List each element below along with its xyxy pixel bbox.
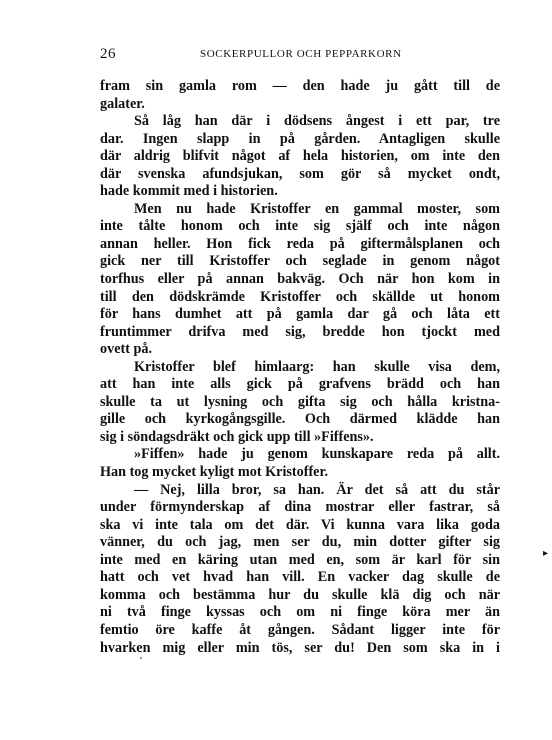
text-line: till den dödskrämde Kristoffer och skällde ut honom <box>100 288 500 305</box>
text-line: ska vi inte tala om det där. Vi kunna vara lika goda <box>100 516 500 533</box>
text-line: gick ner till Kristoffer och seglade in genom något <box>100 253 500 270</box>
text-line: inte tålte honom och inte sig själf och inte någon <box>100 218 500 235</box>
body-text <box>100 78 500 657</box>
text-line: ovett på. <box>100 341 153 358</box>
text-line: hvarken mig eller min tös, ser du! Den som ska in i <box>100 639 500 656</box>
text-line: hatt och vet hvad han vill. En vacker dag skulle de <box>100 569 500 586</box>
margin-mark-icon: ▸ <box>542 548 548 559</box>
text-line: fruntimmer drifva med sig, bredde hon tjockt med <box>100 323 500 340</box>
text-line: Kristoffer blef himlaarg: han skulle visa dem, <box>134 358 500 375</box>
page-number: 26 <box>100 46 116 62</box>
text-line: fram sin gamla rom — den hade ju gått till de <box>100 78 500 94</box>
text-line: Han tog mycket kyligt mot Kristoffer. <box>100 464 329 481</box>
text-line: under förmynderskap af dina mostrar eller fastrar, så <box>100 499 500 516</box>
paper-speck <box>140 657 142 659</box>
text-line: annan heller. Hon fick reda på giftermålsplanen och <box>100 235 500 252</box>
text-line: där svenska afundsjukan, som gör så mycket ondt, <box>100 165 500 182</box>
text-line: vänner, du och jag, men ser du, min dotter gifter sig <box>100 534 500 551</box>
text-line: skulle ta ut lysning och gifta sig och hålla kristna- <box>100 393 500 410</box>
text-line: sig i söndagsdräkt och gick upp till »Fiffens». <box>100 428 374 445</box>
text-line: gille och kyrkogångsgille. Och därmed klädde han <box>100 411 500 428</box>
text-line: — Nej, lilla bror, sa han. Är det så att du står <box>134 481 500 498</box>
text-line: inte med en käring utan med en, som är karl för sin <box>100 551 500 568</box>
text-line: galater. <box>100 95 145 112</box>
text-line: där aldrig blifvit något af hela historien, om inte den <box>100 148 500 165</box>
text-line: femtio öre kaffe åt gången. Sådant ligger inte för <box>100 621 500 638</box>
page-header <box>100 46 500 66</box>
text-line: Men nu hade Kristoffer en gammal moster, som <box>134 200 500 217</box>
text-line: hade kommit med i historien. <box>100 183 278 200</box>
text-line: dar. Ingen slapp in på gården. Antagligen skulle <box>100 130 500 147</box>
text-line: torfhus eller på annan bakväg. Och när hon kom in <box>100 271 500 288</box>
text-line: komma och bestämma hur du skulle klä dig och när <box>100 586 500 603</box>
text-line: Så låg han där i dödsens ångest i ett par, tre <box>134 113 500 130</box>
text-line: för hans dumhet att på gamla dar gå och låta ett <box>100 306 500 323</box>
text-line: ni två finge kyssas och om ni finge köra mer än <box>100 604 500 621</box>
running-title: SOCKERPULLOR OCH PEPPARKORN <box>200 48 402 60</box>
text-line: »Fiffen» hade ju genom kunskapare reda på allt. <box>134 446 500 463</box>
text-line: att han inte alls gick på grafvens brädd och han <box>100 376 500 393</box>
